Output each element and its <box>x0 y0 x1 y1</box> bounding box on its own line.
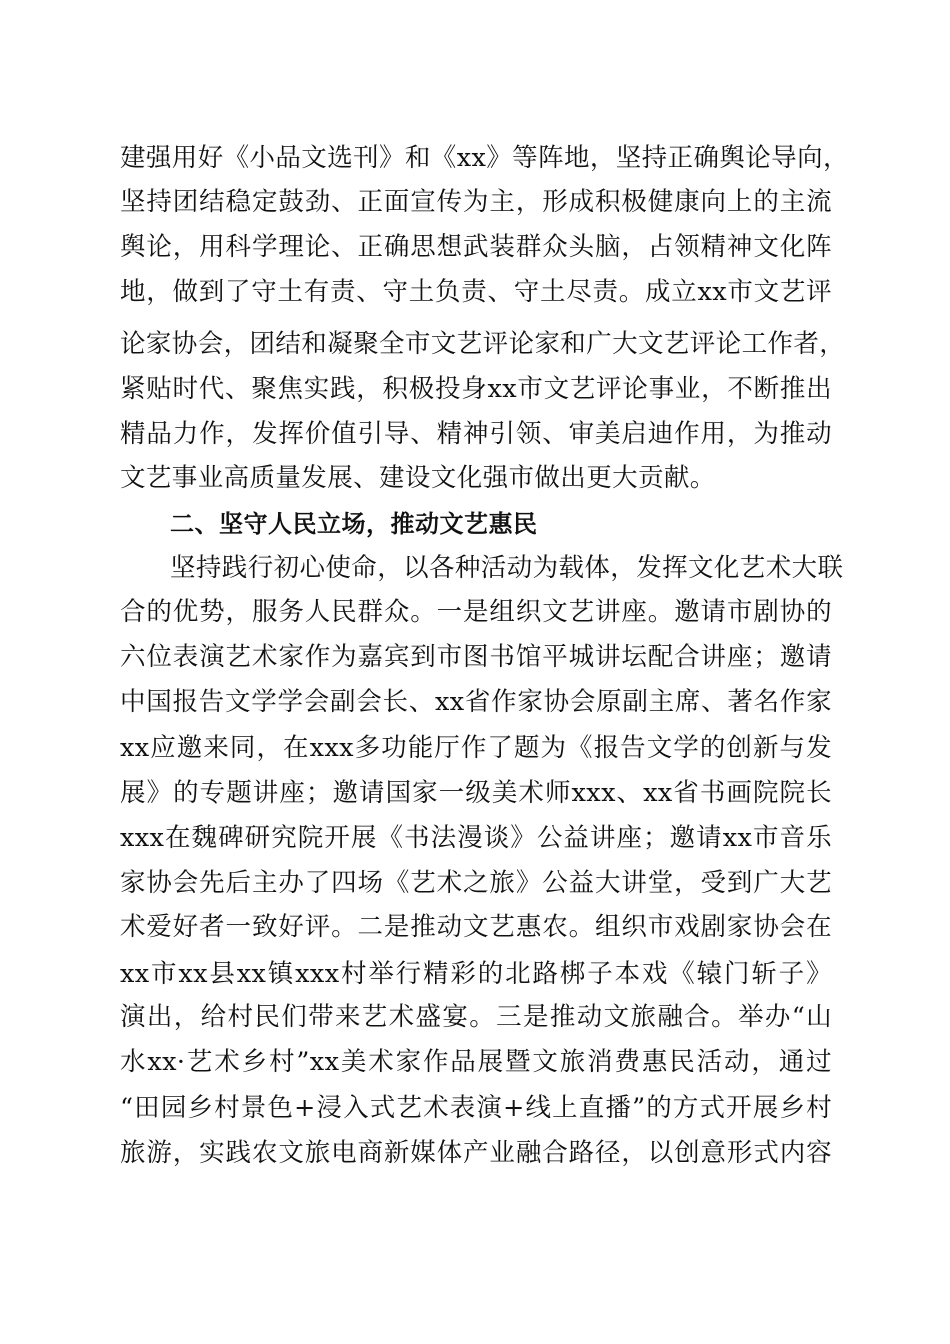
paragraph-line: 坚持践行初心使命，以各种活动为载体，发挥文化艺术大联 <box>170 553 844 583</box>
paragraph-line: 合的优势，服务人民群众。一是组织文艺讲座。邀请市剧协的 <box>120 597 832 627</box>
paragraph-line: 六位表演艺术家作为嘉宾到市图书馆平城讲坛配合讲座；邀请 <box>120 642 832 672</box>
paragraph-line: xx市xx县xx镇xxx村举行精彩的北路梆子本戏《辕门斩子》 <box>120 959 832 989</box>
paragraph-line: 精品力作，发挥价值引导、精神引领、审美启迪作用，为推动 <box>120 419 832 449</box>
paragraph-line: 地，做到了守土有责、守土负责、守土尽责。成立xx市文艺评 <box>120 277 832 307</box>
paragraph-line: 建强用好《小品文选刊》和《xx》等阵地，坚持正确舆论导向， <box>120 143 849 173</box>
paragraph-line: 旅游，实践农文旅电商新媒体产业融合路径，以创意形式内容 <box>120 1138 832 1168</box>
paragraph-line: 文艺事业高质量发展、建设文化强市做出更大贡献。 <box>120 463 716 493</box>
paragraph-line: 中国报告文学学会副会长、xx省作家协会原副主席、著名作家 <box>120 687 832 717</box>
paragraph-line: 展》的专题讲座；邀请国家一级美术师xxx、xx省书画院院长 <box>120 778 832 808</box>
paragraph-line: 坚持团结稳定鼓劲、正面宣传为主，形成积极健康向上的主流 <box>120 187 832 217</box>
paragraph-line: xx应邀来同，在xxx多功能厅作了题为《报告文学的创新与发 <box>120 733 832 763</box>
paragraph-line: “田园乡村景色+浸入式艺术表演+线上直播”的方式开展乡村 <box>120 1093 832 1123</box>
section-heading: 二、坚守人民立场，推动文艺惠民 <box>170 510 538 538</box>
paragraph-line: 论家协会，团结和凝聚全市文艺评论家和广大文艺评论工作者， <box>120 329 846 359</box>
paragraph-line: 术爱好者一致好评。二是推动文艺惠农。组织市戏剧家协会在 <box>120 912 832 942</box>
paragraph-line: 家协会先后主办了四场《艺术之旅》公益大讲堂，受到广大艺 <box>120 868 832 898</box>
paragraph-line: xxx在魏碑研究院开展《书法漫谈》公益讲座；邀请xx市音乐 <box>120 823 832 853</box>
paragraph-line: 演出，给村民们带来艺术盛宴。三是推动文旅融合。举办“山 <box>120 1002 832 1032</box>
paragraph-line: 紧贴时代、聚焦实践，积极投身xx市文艺评论事业，不断推出 <box>120 374 832 404</box>
paragraph-line: 水xx·艺术乡村”xx美术家作品展暨文旅消费惠民活动，通过 <box>120 1047 832 1077</box>
paragraph-line: 舆论，用科学理论、正确思想武装群众头脑，占领精神文化阵 <box>120 232 832 262</box>
